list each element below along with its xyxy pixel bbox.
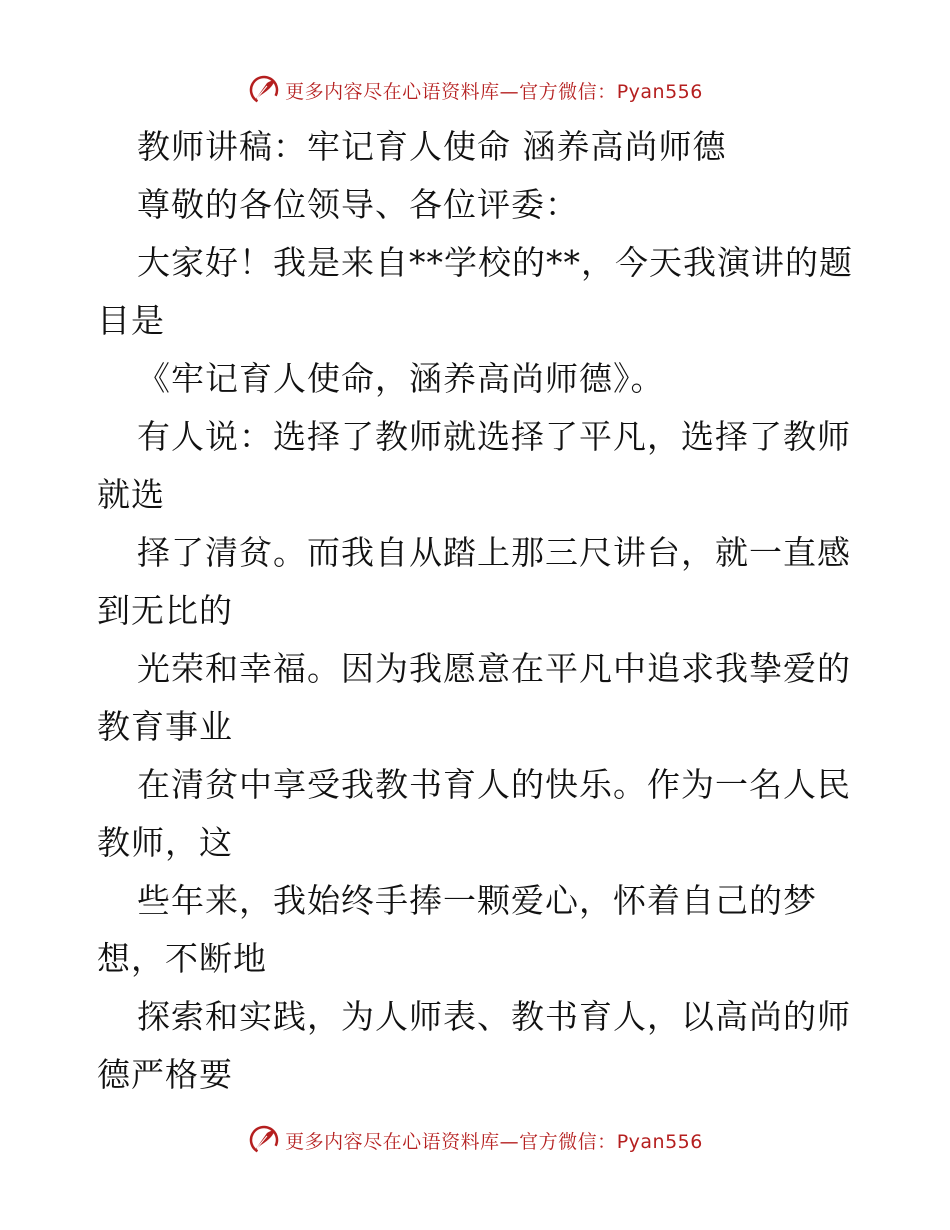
- banner-wechat-id: Pyan556: [616, 80, 703, 103]
- document-body: [97, 118, 857, 1104]
- banner-separator: —: [499, 80, 520, 103]
- pen-feather-logo-icon: [247, 1123, 281, 1157]
- paragraph-line: 在清贫中享受我教书育人的快乐。作为一名人民: [137, 765, 851, 804]
- paragraph-line: 探索和实践，为人师表、教书育人，以高尚的师: [137, 997, 851, 1036]
- paragraph-line: 想，不断地: [97, 939, 267, 978]
- paragraph-line: 目是: [97, 301, 165, 340]
- banner-wechat-id: Pyan556: [616, 1130, 703, 1153]
- paragraph-line: 些年来，我始终手捧一颗爱心，怀着自己的梦: [137, 881, 817, 920]
- paragraph-line: 择了清贫。而我自从踏上那三尺讲台，就一直感: [137, 533, 851, 572]
- banner-main-text: 更多内容尽在心语资料库: [285, 1130, 500, 1153]
- paragraph-line: 教育事业: [97, 707, 233, 746]
- banner-wechat-label: 官方微信：: [519, 80, 617, 103]
- paragraph-line: 到无比的: [97, 591, 233, 630]
- header-banner: [0, 70, 950, 110]
- salutation: 尊敬的各位领导、各位评委：: [137, 185, 579, 224]
- footer-banner: [0, 1120, 950, 1160]
- paragraph-line: 大家好！我是来自**学校的**，今天我演讲的题: [137, 243, 853, 282]
- document-title: 教师讲稿：牢记育人使命 涵养高尚师德: [137, 127, 727, 166]
- paragraph-line: 德严格要: [97, 1055, 233, 1094]
- paragraph-line: 教师，这: [97, 823, 233, 862]
- banner-wechat-label: 官方微信：: [519, 1130, 617, 1153]
- banner-separator: —: [499, 1130, 520, 1153]
- banner-text: [285, 77, 703, 104]
- paragraph-line: 光荣和幸福。因为我愿意在平凡中追求我挚爱的: [137, 649, 851, 688]
- paragraph-line: 有人说：选择了教师就选择了平凡，选择了教师: [137, 417, 851, 456]
- pen-feather-logo-icon: [247, 73, 281, 107]
- banner-main-text: 更多内容尽在心语资料库: [285, 80, 500, 103]
- paragraph-line: 《牢记育人使命，涵养高尚师德》。: [137, 359, 665, 398]
- paragraph-line: 就选: [97, 475, 165, 514]
- banner-text: [285, 1127, 703, 1154]
